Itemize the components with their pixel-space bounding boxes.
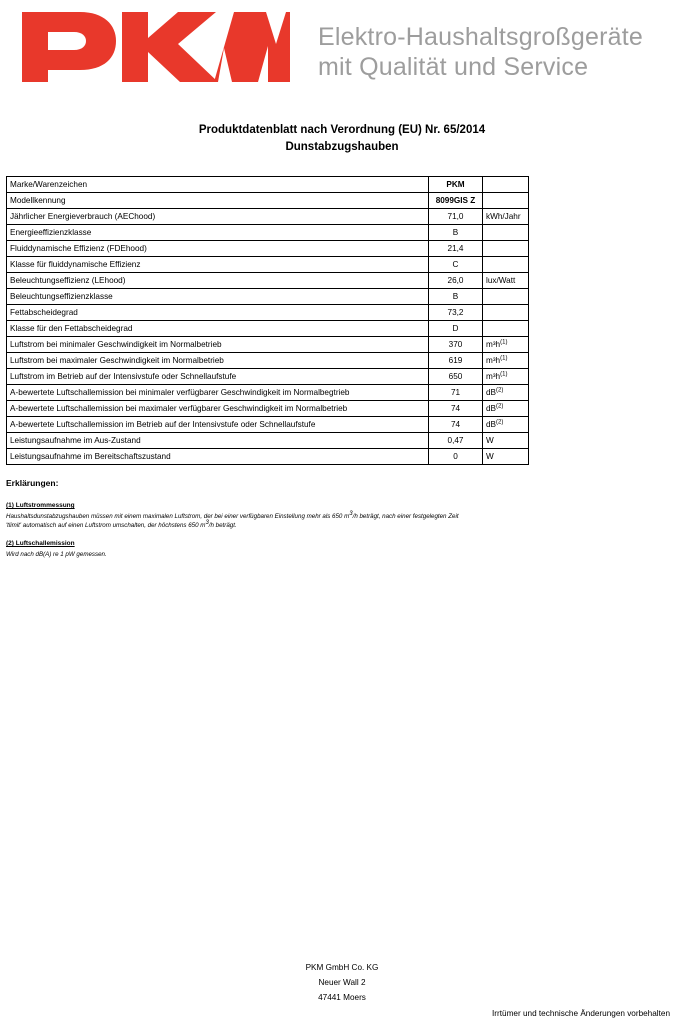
table-row (7, 401, 529, 417)
table-cell-value: B (429, 289, 483, 305)
table-cell-value: 74 (429, 417, 483, 433)
note-1-heading: (1) Luftstrommessung (6, 502, 75, 509)
page-header (18, 8, 668, 90)
table-cell-label: Luftstrom im Betrieb auf der Intensivstufe oder Schnellaufstufe (7, 369, 429, 385)
table-cell-unit (483, 225, 529, 241)
table-row (7, 433, 529, 449)
note-1-text-c: 'tlimit' automatisch auf einen Luftstrom umschalten, der höchstens 650 m (6, 522, 206, 529)
table-cell-value: 650 (429, 369, 483, 385)
table-row (7, 385, 529, 401)
table-cell-label: Modellkennung (7, 193, 429, 209)
table-cell-label: Leistungsaufnahme im Aus-Zustand (7, 433, 429, 449)
table-cell-label: Luftstrom bei maximaler Geschwindigkeit im Normalbetrieb (7, 353, 429, 369)
note-2-text: Wird nach dB(A) re 1 pW gemessen. (6, 551, 107, 558)
product-data-table-body (7, 177, 529, 465)
table-cell-value: 0,47 (429, 433, 483, 449)
table-cell-label: Marke/Warenzeichen (7, 177, 429, 193)
unit-footnote-marker: (2) (496, 402, 504, 409)
table-cell-unit (483, 353, 529, 369)
footer-disclaimer: Irrtümer und technische Änderungen vorbehalten (492, 1009, 670, 1018)
table-cell-label: Beleuchtungseffizienzklasse (7, 289, 429, 305)
unit-text: kWh/Jahr (486, 211, 521, 221)
table-cell-unit (483, 257, 529, 273)
table-row (7, 321, 529, 337)
page-title (0, 122, 684, 156)
table-cell-unit (483, 241, 529, 257)
table-row (7, 417, 529, 433)
table-cell-unit (483, 401, 529, 417)
unit-text: dB (486, 387, 497, 397)
table-row (7, 209, 529, 225)
table-cell-unit (483, 385, 529, 401)
table-cell-unit (483, 369, 529, 385)
table-cell-unit (483, 209, 529, 225)
unit-footnote-marker: (2) (496, 418, 504, 425)
table-row (7, 353, 529, 369)
table-cell-value: 8099GIS Z (429, 193, 483, 209)
table-cell-label: Klasse für fluiddynamische Effizienz (7, 257, 429, 273)
unit-text: m³h (486, 339, 501, 349)
table-cell-label: A-bewertete Luftschallemission bei minimaler verfügbarer Geschwindigkeit im Normalbegtrieb (7, 385, 429, 401)
table-cell-unit (483, 417, 529, 433)
table-cell-label: Luftstrom bei minimaler Geschwindigkeit im Normalbetrieb (7, 337, 429, 353)
table-cell-unit (483, 305, 529, 321)
footer-company: PKM GmbH Co. KG (305, 963, 379, 972)
table-row (7, 225, 529, 241)
table-row (7, 449, 529, 465)
table-row (7, 257, 529, 273)
table-row (7, 305, 529, 321)
table-cell-unit (483, 289, 529, 305)
unit-text: m³h (486, 355, 501, 365)
table-row (7, 241, 529, 257)
table-cell-value: 619 (429, 353, 483, 369)
table-cell-value: D (429, 321, 483, 337)
table-cell-value: PKM (429, 177, 483, 193)
table-cell-unit (483, 273, 529, 289)
page-title-line-2: Dunstabzugshauben (285, 141, 399, 153)
table-cell-label: Fluiddynamische Effizienz (FDEhood) (7, 241, 429, 257)
table-cell-label: Beleuchtungseffizienz (LEhood) (7, 273, 429, 289)
unit-footnote-marker: (2) (496, 386, 504, 393)
note-2-heading: (2) Luftschallemission (6, 540, 75, 547)
table-cell-value: 71 (429, 385, 483, 401)
table-cell-label: Jährlicher Energieverbrauch (AEChood) (7, 209, 429, 225)
unit-text: W (486, 451, 494, 461)
table-cell-value: C (429, 257, 483, 273)
company-slogan (318, 22, 643, 82)
table-cell-value: 26,0 (429, 273, 483, 289)
product-data-table (6, 176, 529, 465)
table-cell-label: Leistungsaufnahme im Bereitschaftszustand (7, 449, 429, 465)
pkm-logo (18, 8, 290, 86)
table-row (7, 289, 529, 305)
footer-street: Neuer Wall 2 (318, 978, 366, 987)
table-cell-unit (483, 193, 529, 209)
table-row (7, 273, 529, 289)
table-row (7, 337, 529, 353)
explanations-section (6, 478, 646, 559)
table-cell-value: 21,4 (429, 241, 483, 257)
table-cell-label: Klasse für den Fettabscheidegrad (7, 321, 429, 337)
page-title-line-1: Produktdatenblatt nach Verordnung (EU) Nr. 65/2014 (198, 124, 486, 136)
note-2-body (6, 550, 646, 559)
table-row (7, 369, 529, 385)
unit-text: W (486, 435, 494, 445)
table-cell-unit (483, 177, 529, 193)
table-cell-unit (483, 449, 529, 465)
table-cell-value: 370 (429, 337, 483, 353)
table-cell-label: A-bewertete Luftschallemission im Betrieb auf der Intensivstufe oder Schnellaufstufe (7, 417, 429, 433)
unit-text: dB (486, 419, 497, 429)
table-cell-unit (483, 337, 529, 353)
unit-text: lux/Watt (486, 275, 516, 285)
unit-text: dB (486, 403, 497, 413)
note-1-text-a: Haushaltsdunstabzugshauben müssen mit einem maximalen Luftstrom, der bei einer verfügbaren Einstellung mehr als 650 m (6, 513, 350, 520)
table-cell-value: 0 (429, 449, 483, 465)
table-cell-value: 73,2 (429, 305, 483, 321)
table-cell-unit (483, 321, 529, 337)
unit-footnote-marker: (1) (500, 354, 508, 361)
explanations-heading: Erklärungen: (6, 478, 59, 488)
table-cell-label: Fettabscheidegrad (7, 305, 429, 321)
unit-text: m³h (486, 371, 501, 381)
slogan-line-2: mit Qualität und Service (318, 53, 589, 81)
table-cell-value: 71,0 (429, 209, 483, 225)
unit-footnote-marker: (1) (500, 370, 508, 377)
footer-city: 47441 Moers (318, 993, 366, 1002)
table-row (7, 177, 529, 193)
table-cell-unit (483, 433, 529, 449)
table-cell-label: A-bewertete Luftschallemission bei maximaler verfügbarer Geschwindigkeit im Normalbetrieb (7, 401, 429, 417)
table-cell-value: 74 (429, 401, 483, 417)
slogan-line-1: Elektro-Haushaltsgroßgeräte (318, 23, 643, 51)
note-1-text-b: /h beträgt, nach einer festgelegten Zeit (352, 513, 459, 520)
note-1-body: Haushaltsdunstabzugshauben müssen mit einem maximalen Luftstrom, der bei einer verfügbaren Einstellung mehr als 650 $m^3/h$ beträgt, nach einer festgelegten Zeit 'tlimit' automatisch auf einen Luftstrom umschalten, der höchstens 650 $m^3/h$ beträgt. (6, 510, 459, 529)
unit-footnote-marker: (1) (500, 338, 508, 345)
table-cell-value: B (429, 225, 483, 241)
note-1-text-d: /h beträgt. (208, 522, 237, 529)
table-row (7, 193, 529, 209)
footer-address (0, 960, 684, 1005)
table-cell-label: Energieeffizienzklasse (7, 225, 429, 241)
